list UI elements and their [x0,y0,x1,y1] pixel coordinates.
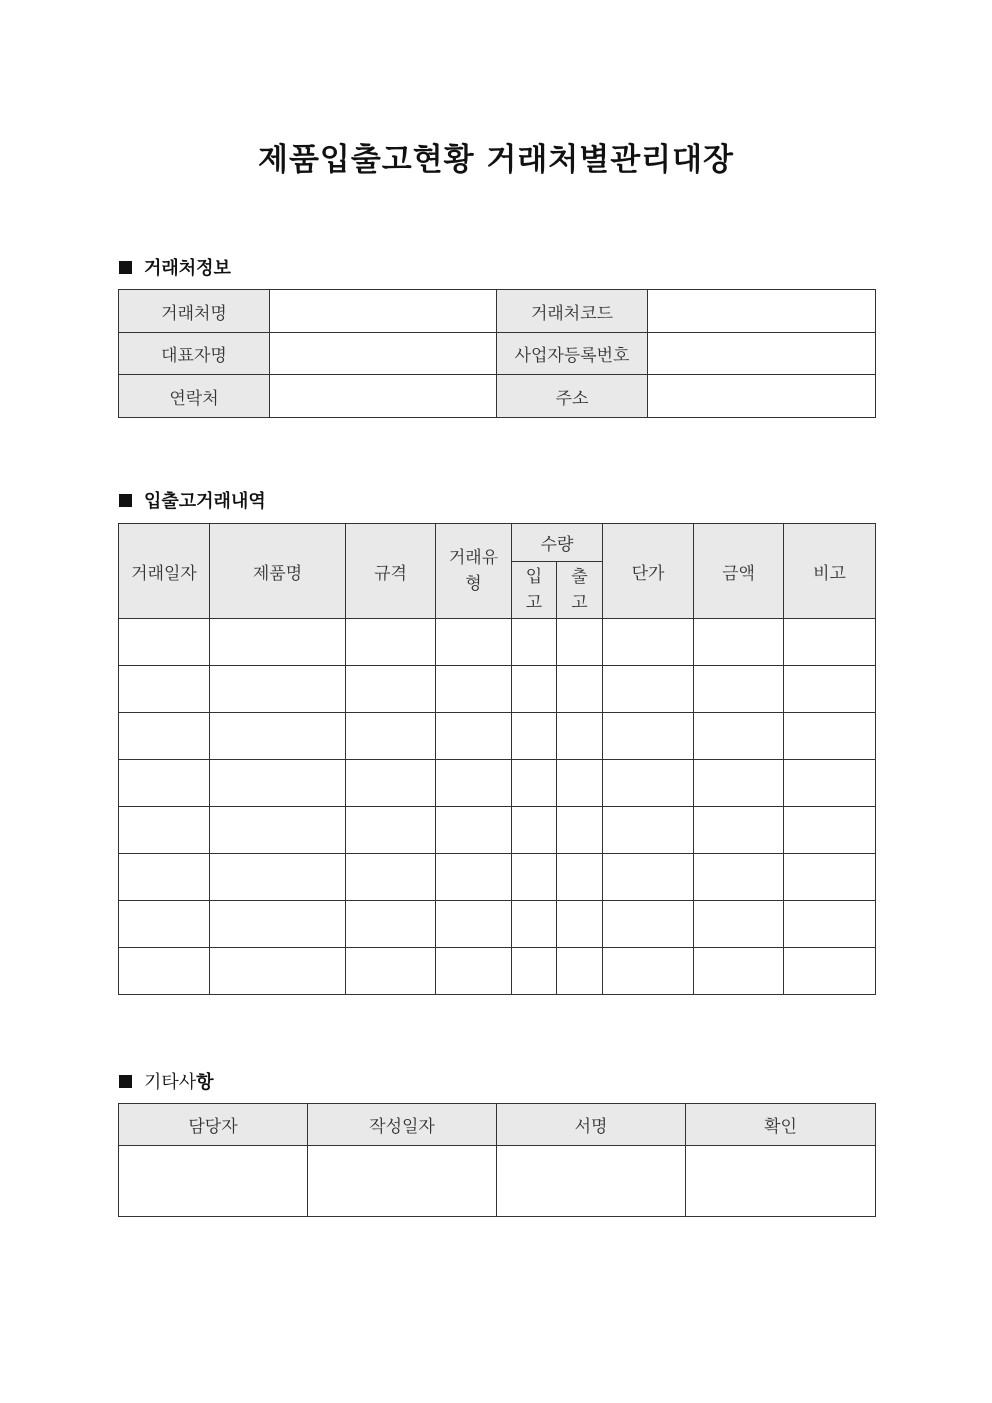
section-heading-label: 입출고거래내역 [144,491,266,512]
table-row [119,760,876,807]
table-cell[interactable] [784,760,876,807]
signature-field[interactable] [497,1146,686,1217]
table-cell[interactable] [119,807,210,854]
page-title: 제품입출고현황 거래처별관리대장 [258,142,734,178]
table-cell[interactable] [694,948,784,995]
table-cell[interactable] [346,948,436,995]
square-bullet-icon [119,494,132,507]
table-cell[interactable] [557,619,603,666]
table-cell[interactable] [784,854,876,901]
table-cell[interactable] [694,854,784,901]
table-cell[interactable] [557,854,603,901]
table-cell[interactable] [436,901,512,948]
table-cell[interactable] [694,901,784,948]
transaction-table [118,523,876,995]
table-cell[interactable] [512,713,557,760]
section-heading-other-notes [119,1068,214,1094]
table-cell[interactable] [784,713,876,760]
section-heading-partner-info [119,254,231,280]
col-header-inbound-line2: 고 [525,593,543,613]
table-cell[interactable] [694,760,784,807]
table-cell[interactable] [694,713,784,760]
table-cell[interactable] [694,807,784,854]
table-cell[interactable] [436,666,512,713]
table-cell[interactable] [210,854,346,901]
col-header-confirm: 확인 [686,1104,876,1146]
table-cell[interactable] [436,807,512,854]
col-header-signature: 서명 [497,1104,686,1146]
write-date-field[interactable] [308,1146,497,1217]
table-cell[interactable] [512,854,557,901]
table-cell[interactable] [119,854,210,901]
table-cell[interactable] [557,948,603,995]
label-business-number: 사업자등록번호 [497,333,648,375]
table-cell[interactable] [210,666,346,713]
table-cell[interactable] [210,948,346,995]
table-cell[interactable] [512,619,557,666]
table-cell[interactable] [346,619,436,666]
table-cell[interactable] [512,760,557,807]
table-cell[interactable] [210,619,346,666]
table-cell[interactable] [210,901,346,948]
representative-field[interactable] [270,333,497,375]
col-header-outbound-line1: 출 [571,567,588,587]
table-cell[interactable] [436,713,512,760]
label-representative: 대표자명 [119,333,270,375]
table-row [119,619,876,666]
table-row [119,713,876,760]
table-cell[interactable] [436,619,512,666]
col-header-inbound [512,562,557,619]
table-cell[interactable] [119,760,210,807]
table-cell[interactable] [694,619,784,666]
col-header-outbound [557,562,603,619]
table-cell[interactable] [512,948,557,995]
col-header-note: 비고 [784,524,876,619]
label-partner-code: 거래처코드 [497,290,648,333]
label-contact: 연락처 [119,375,270,418]
table-cell[interactable] [784,666,876,713]
label-address: 주소 [497,375,648,418]
table-cell[interactable] [557,807,603,854]
section-heading-label: 거래처정보 [144,258,231,279]
square-bullet-icon [119,261,132,274]
table-cell[interactable] [603,854,694,901]
table-cell[interactable] [603,713,694,760]
col-header-spec: 규격 [346,524,436,619]
table-cell[interactable] [346,666,436,713]
table-cell[interactable] [603,666,694,713]
partner-code-field[interactable] [648,290,876,333]
table-cell[interactable] [557,713,603,760]
col-header-product: 제품명 [210,524,346,619]
table-cell[interactable] [603,760,694,807]
table-row [119,666,876,713]
contact-field[interactable] [270,375,497,418]
table-cell[interactable] [557,760,603,807]
table-cell[interactable] [119,619,210,666]
table-cell[interactable] [436,854,512,901]
table-cell[interactable] [784,807,876,854]
table-cell[interactable] [119,901,210,948]
confirm-field[interactable] [686,1146,876,1217]
col-header-type [436,524,512,619]
partner-name-field[interactable] [270,290,497,333]
table-row [119,807,876,854]
col-header-write-date: 작성일자 [308,1104,497,1146]
col-header-type-line2: 형 [465,574,482,594]
table-row [119,948,876,995]
col-header-inbound-line1: 입 [525,567,543,587]
col-header-quantity: 수량 [512,524,603,562]
table-cell[interactable] [784,948,876,995]
table-cell[interactable] [512,901,557,948]
business-number-field[interactable] [648,333,876,375]
table-cell[interactable] [346,807,436,854]
section-heading-transactions [119,487,266,513]
table-cell[interactable] [603,901,694,948]
manager-field[interactable] [119,1146,308,1217]
table-cell[interactable] [784,901,876,948]
table-cell[interactable] [694,666,784,713]
label-partner-name: 거래처명 [119,290,270,333]
table-cell[interactable] [119,713,210,760]
section-heading-label-normal: 기타사 [144,1072,197,1093]
table-cell[interactable] [557,666,603,713]
signoff-table [118,1103,876,1217]
table-cell[interactable] [603,619,694,666]
table-cell[interactable] [784,619,876,666]
col-header-unit-price: 단가 [603,524,694,619]
table-cell[interactable] [346,901,436,948]
table-cell[interactable] [119,948,210,995]
table-cell[interactable] [436,760,512,807]
table-cell[interactable] [603,948,694,995]
section-heading-label-bold: 항 [196,1072,214,1093]
table-cell[interactable] [512,807,557,854]
table-cell[interactable] [512,666,557,713]
table-cell[interactable] [119,666,210,713]
table-row [119,901,876,948]
table-cell[interactable] [603,807,694,854]
table-cell[interactable] [210,760,346,807]
table-row [119,854,876,901]
table-cell[interactable] [346,713,436,760]
col-header-type-line1: 거래유 [448,548,499,568]
table-cell[interactable] [346,854,436,901]
col-header-outbound-line2: 고 [571,593,588,613]
square-bullet-icon [119,1075,132,1088]
table-cell[interactable] [346,760,436,807]
table-cell[interactable] [436,948,512,995]
table-cell[interactable] [210,713,346,760]
col-header-amount: 금액 [694,524,784,619]
address-field[interactable] [648,375,876,418]
col-header-manager: 담당자 [119,1104,308,1146]
table-cell[interactable] [557,901,603,948]
partner-info-table [118,289,876,418]
col-header-date: 거래일자 [119,524,210,619]
table-cell[interactable] [210,807,346,854]
